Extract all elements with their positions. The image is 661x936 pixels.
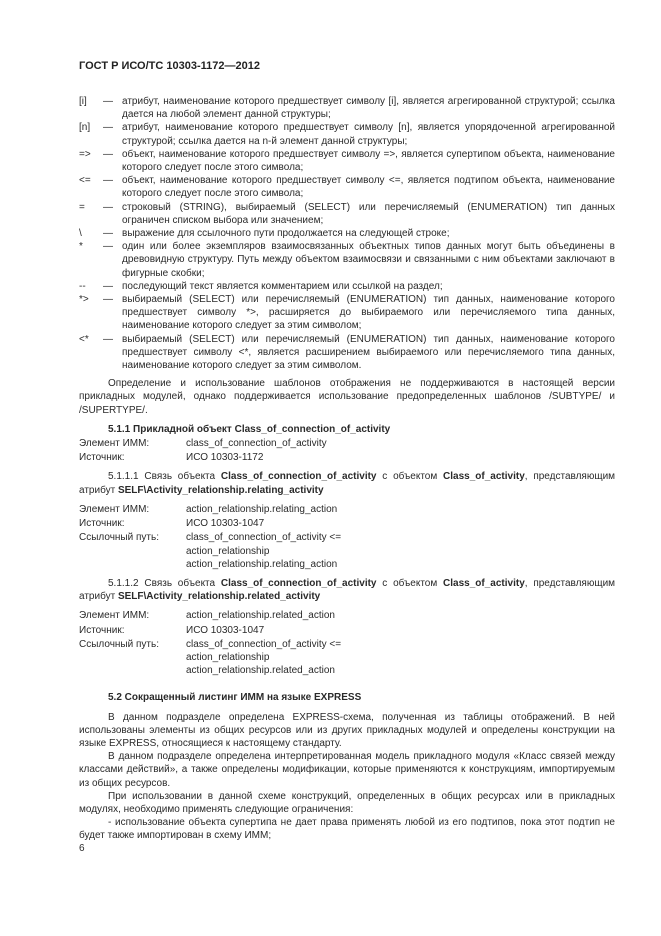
legend-dash: — (103, 175, 113, 187)
legend-description: выбираемый (SELECT) или перечисляемый (ENUMERATION) тип данных, наименование которого предшествует символу <*, является расширением выбираемого или перечисляемого типа данных, наименование которого следует за этим символом. (122, 333, 615, 372)
legend-dash: — (103, 280, 113, 292)
legend-symbol: <= (79, 175, 91, 187)
legend-description: выбираемый (SELECT) или перечисляемый (ENUMERATION) тип данных, наименование которого предшествует символу *>, расширяется до выбираемого или перечисляемого типа данных, наименование которого следует за этим символом; (122, 294, 615, 332)
attr-value: class_of_connection_of_activity (186, 438, 327, 450)
document-header: ГОСТ Р ИСО/ТС 10303-1172—2012 (79, 60, 260, 72)
legend-dash: — (103, 228, 113, 240)
legend-symbol: [n] (79, 122, 91, 134)
attr-value: ИСО 10303-1172 (186, 452, 264, 464)
page-body (79, 95, 615, 843)
paragraph: В данном подразделе определена EXPRESS-схема, полученная из таблицы отображений. В ней использованы элементы из общих ресурсов или из других прикладных модулей и определены конструкции на языке EXPRESS, относящиеся к настоящему стандарту. (79, 711, 615, 749)
attr-label: Элемент ИММ: (79, 438, 150, 450)
paragraph: При использовании в данной схеме конструкций, определенных в общих ресурсах или в прикладных модулях, необходимо применять следующие ограничения: (79, 790, 615, 815)
reference-path: Ссылочный путь: class_of_connection_of_activity <= action_relationship action_relationship.related_action (79, 638, 342, 677)
legend-row (79, 240, 615, 280)
attr-row: Элемент ИММ: action_relationship.relating_action (79, 503, 338, 515)
legend-symbol: <* (79, 333, 89, 345)
legend-symbol: \ (79, 228, 82, 240)
paragraph: - использование объекта супертипа не дает права применять любой из его подтипов, пока этот подтип не будет также импортирован в схему ИММ; (79, 817, 615, 842)
legend-description: объект, наименование которого предшествует символу =>, является супертипом объекта, наименование которого следует после этого символа; (122, 148, 615, 174)
legend-dash: — (103, 333, 113, 345)
legend-dash: — (103, 96, 113, 107)
legend-row (79, 280, 615, 293)
legend-row (79, 333, 615, 373)
attr-row (79, 451, 615, 464)
legend-row (79, 201, 615, 227)
symbol-legend (79, 95, 615, 372)
page-number: 6 (79, 843, 85, 854)
reference-path: Ссылочный путь: class_of_connection_of_activity <= action_relationship action_relationship.relating_action (79, 532, 342, 570)
legend-symbol: *> (79, 294, 89, 306)
legend-description: один или более экземпляров взаимосвязанных объектных типов данных могут быть объединены в древовидную структуру. Путь между объектом взаимосвязи и связанными с ним объектами заключают в фигурные скобки; (122, 241, 615, 279)
intro-paragraph: Определение и использование шаблонов отображения не поддерживаются в настоящей версии прикладных модулей, однако поддерживается использование предопределенных шаблонов /SUBTYPE/ и /SUPERTYPE/. (79, 378, 615, 416)
legend-description: объект, наименование которого предшествует символу <=, является подтипом объекта, наименование которого следует после этого символа; (122, 175, 615, 200)
legend-description: строковый (STRING), выбираемый (SELECT) или перечисляемый (ENUMERATION) тип данных ограничен списком выбора или значением; (122, 201, 615, 226)
section-5-1-1-title: 5.1.1 Прикладной объект Class_of_connection_of_activity (108, 423, 391, 435)
legend-row (79, 148, 615, 174)
legend-symbol: * (79, 241, 83, 253)
legend-symbol: => (79, 148, 91, 160)
attr-row: Источник: ИСО 10303-1047 (79, 518, 265, 530)
legend-symbol: [i] (79, 96, 87, 107)
legend-row (79, 174, 615, 200)
legend-description: выражение для ссылочного пути продолжается на следующей строке; (122, 228, 450, 240)
legend-row (79, 95, 615, 121)
legend-description: атрибут, наименование которого предшествует символу [n], является упорядоченной агрегированной структурой; ссылка дается на n-й элемент данной структуры; (122, 122, 615, 147)
attr-row: Элемент ИММ: action_relationship.related_action (79, 610, 335, 622)
legend-description: атрибут, наименование которого предшествует символу [i], является агрегированной структурой; ссылка дается на любой элемент данной структуры; (122, 96, 615, 121)
attr-row (79, 437, 615, 450)
legend-dash: — (103, 201, 113, 213)
legend-row (79, 121, 615, 147)
legend-description: последующий текст является комментарием или ссылкой на раздел; (122, 280, 443, 292)
attr-label: Источник: (79, 452, 125, 464)
legend-symbol: -- (79, 280, 86, 292)
section-5-2-title: 5.2 Сокращенный листинг ИММ на языке EXPRESS (108, 692, 362, 704)
legend-row (79, 227, 615, 240)
attr-row: Источник: ИСО 10303-1047 (79, 624, 265, 636)
legend-row (79, 293, 615, 333)
clause-5-1-1-1: 5.1.1.1 Связь объекта Class_of_connection_of_activity с объектом Class_of_activity, представляющим атрибут SELF\Activity_relationship.relating_activity (79, 471, 616, 496)
legend-dash: — (103, 148, 113, 160)
legend-dash: — (103, 241, 113, 253)
clause-5-1-1-2: 5.1.1.2 Связь объекта Class_of_connection_of_activity с объектом Class_of_activity, представляющим атрибут SELF\Activity_relationship.related_activity (79, 577, 616, 603)
legend-dash: — (103, 122, 113, 134)
paragraph: В данном подразделе определена интерпретированная модель прикладного модуля «Класс связей между классами действий», а также определены модификации, которые применяются к конструкциям, импортируемым из общих ресурсов. (79, 751, 615, 789)
legend-symbol: = (79, 201, 85, 213)
legend-dash: — (103, 294, 113, 306)
